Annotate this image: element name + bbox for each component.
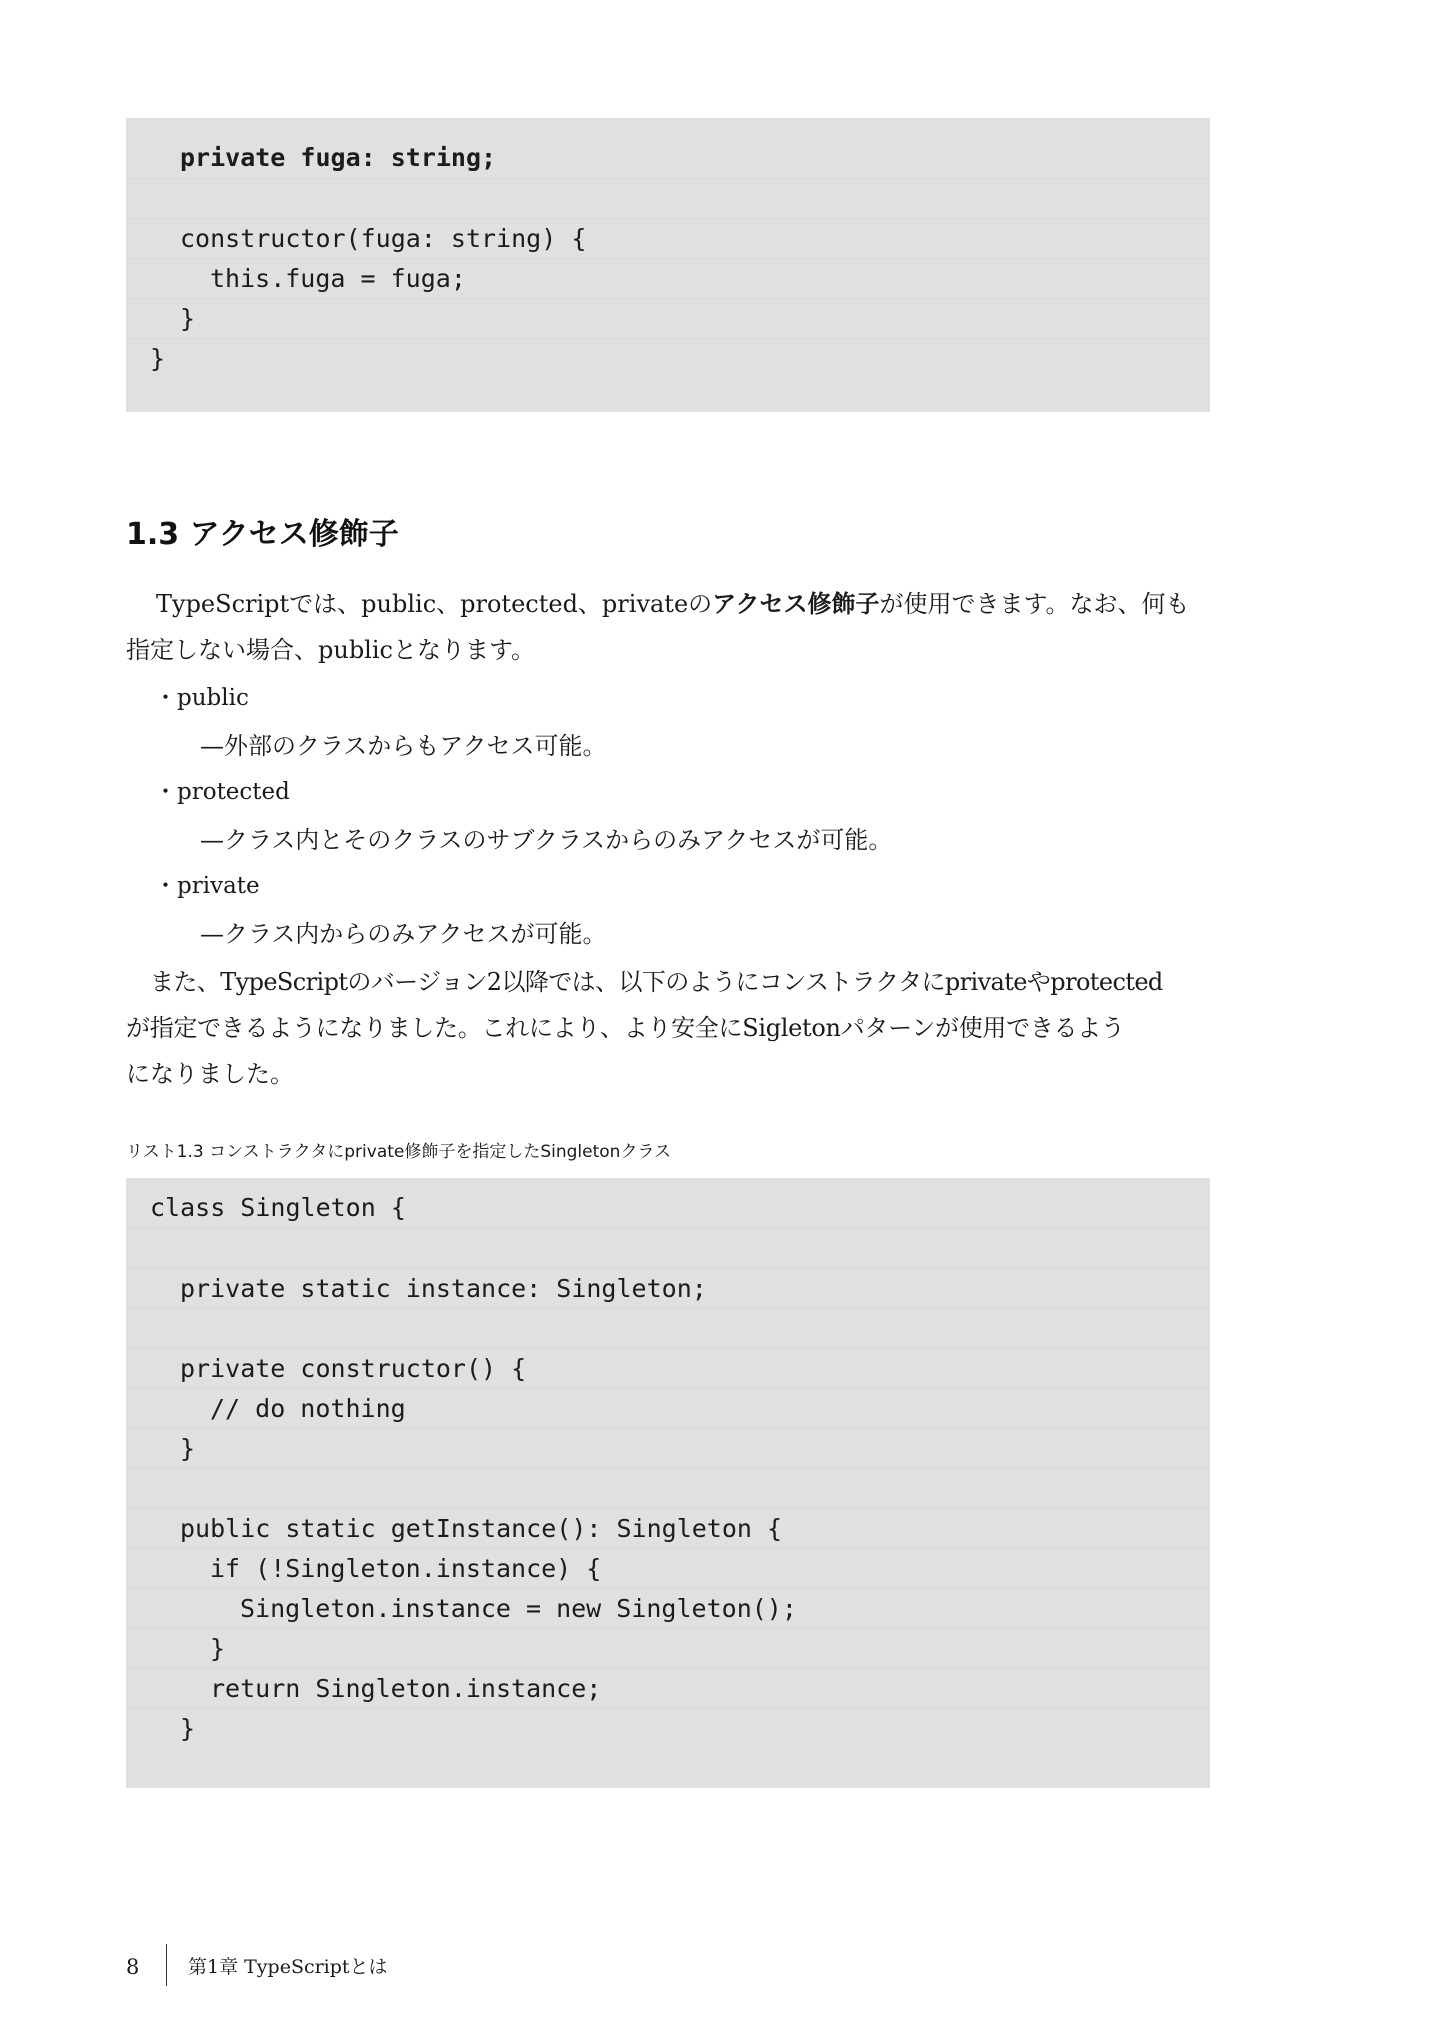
modifier-protected-description: —クラス内とそのクラスのサブクラスからのみアクセスが可能。 — [200, 826, 893, 854]
page-number: 8 — [126, 1955, 140, 1979]
modifier-public-description: —外部のクラスからもアクセス可能。 — [200, 732, 607, 760]
footer-divider — [166, 1944, 167, 1986]
code-line: if (!Singleton.instance) { — [126, 1548, 1210, 1589]
intro-text: TypeScriptでは、public、protected、privateの — [156, 590, 713, 618]
modifier-private-name: ・private — [154, 873, 260, 899]
listing-caption: リスト1.3 コンストラクタにprivate修飾子を指定したSingletonクラス — [126, 1142, 671, 1162]
code-line: class Singleton { — [150, 1193, 406, 1222]
code-line: } — [126, 1628, 1210, 1669]
code-line — [126, 1308, 1210, 1349]
section-heading: 1.3 アクセス修飾子 — [126, 517, 399, 552]
code-line — [126, 1228, 1210, 1269]
code-line — [126, 178, 1210, 219]
code-line: } — [126, 298, 1210, 339]
code-block-continuation — [126, 118, 1210, 412]
code-line: } — [126, 338, 1210, 379]
intro-paragraph-line-2: 指定しない場合、publicとなります。 — [126, 636, 536, 664]
code-line — [126, 1468, 1210, 1509]
code-line: } — [126, 1428, 1210, 1469]
footer-chapter-title: 第1章 TypeScriptとは — [188, 1956, 388, 1978]
code-block-singleton — [126, 1178, 1210, 1788]
code-line: return Singleton.instance; — [126, 1668, 1210, 1709]
intro-paragraph-line-1 — [126, 580, 1190, 628]
code-line: private fuga: string; — [180, 143, 497, 172]
code-line: public static getInstance(): Singleton { — [126, 1508, 1210, 1549]
code-line: private static instance: Singleton; — [126, 1268, 1210, 1309]
code-line: } — [126, 1708, 1210, 1749]
code-line: constructor(fuga: string) { — [126, 218, 1210, 259]
paragraph-2-text: また、TypeScriptのバージョン2以降では、以下のようにコンストラクタにprivateやprotected — [150, 968, 1163, 996]
intro-text: が使用できます。なお、何も — [879, 590, 1190, 618]
code-line: // do nothing — [126, 1388, 1210, 1429]
modifier-public-name: ・public — [154, 685, 249, 711]
modifier-private-description: —クラス内からのみアクセスが可能。 — [200, 920, 607, 948]
code-line: Singleton.instance = new Singleton(); — [126, 1588, 1210, 1629]
paragraph-2-line-1 — [126, 958, 1163, 1006]
access-modifier-term: アクセス修飾子 — [712, 590, 880, 618]
modifier-protected-name: ・protected — [154, 779, 290, 805]
paragraph-2-line-2: が指定できるようになりました。これにより、より安全にSigletonパターンが使用できるよう — [126, 1014, 1125, 1042]
code-line: this.fuga = fuga; — [126, 258, 1210, 299]
paragraph-2-line-3: になりました。 — [126, 1060, 294, 1088]
code-line: private constructor() { — [126, 1348, 1210, 1389]
